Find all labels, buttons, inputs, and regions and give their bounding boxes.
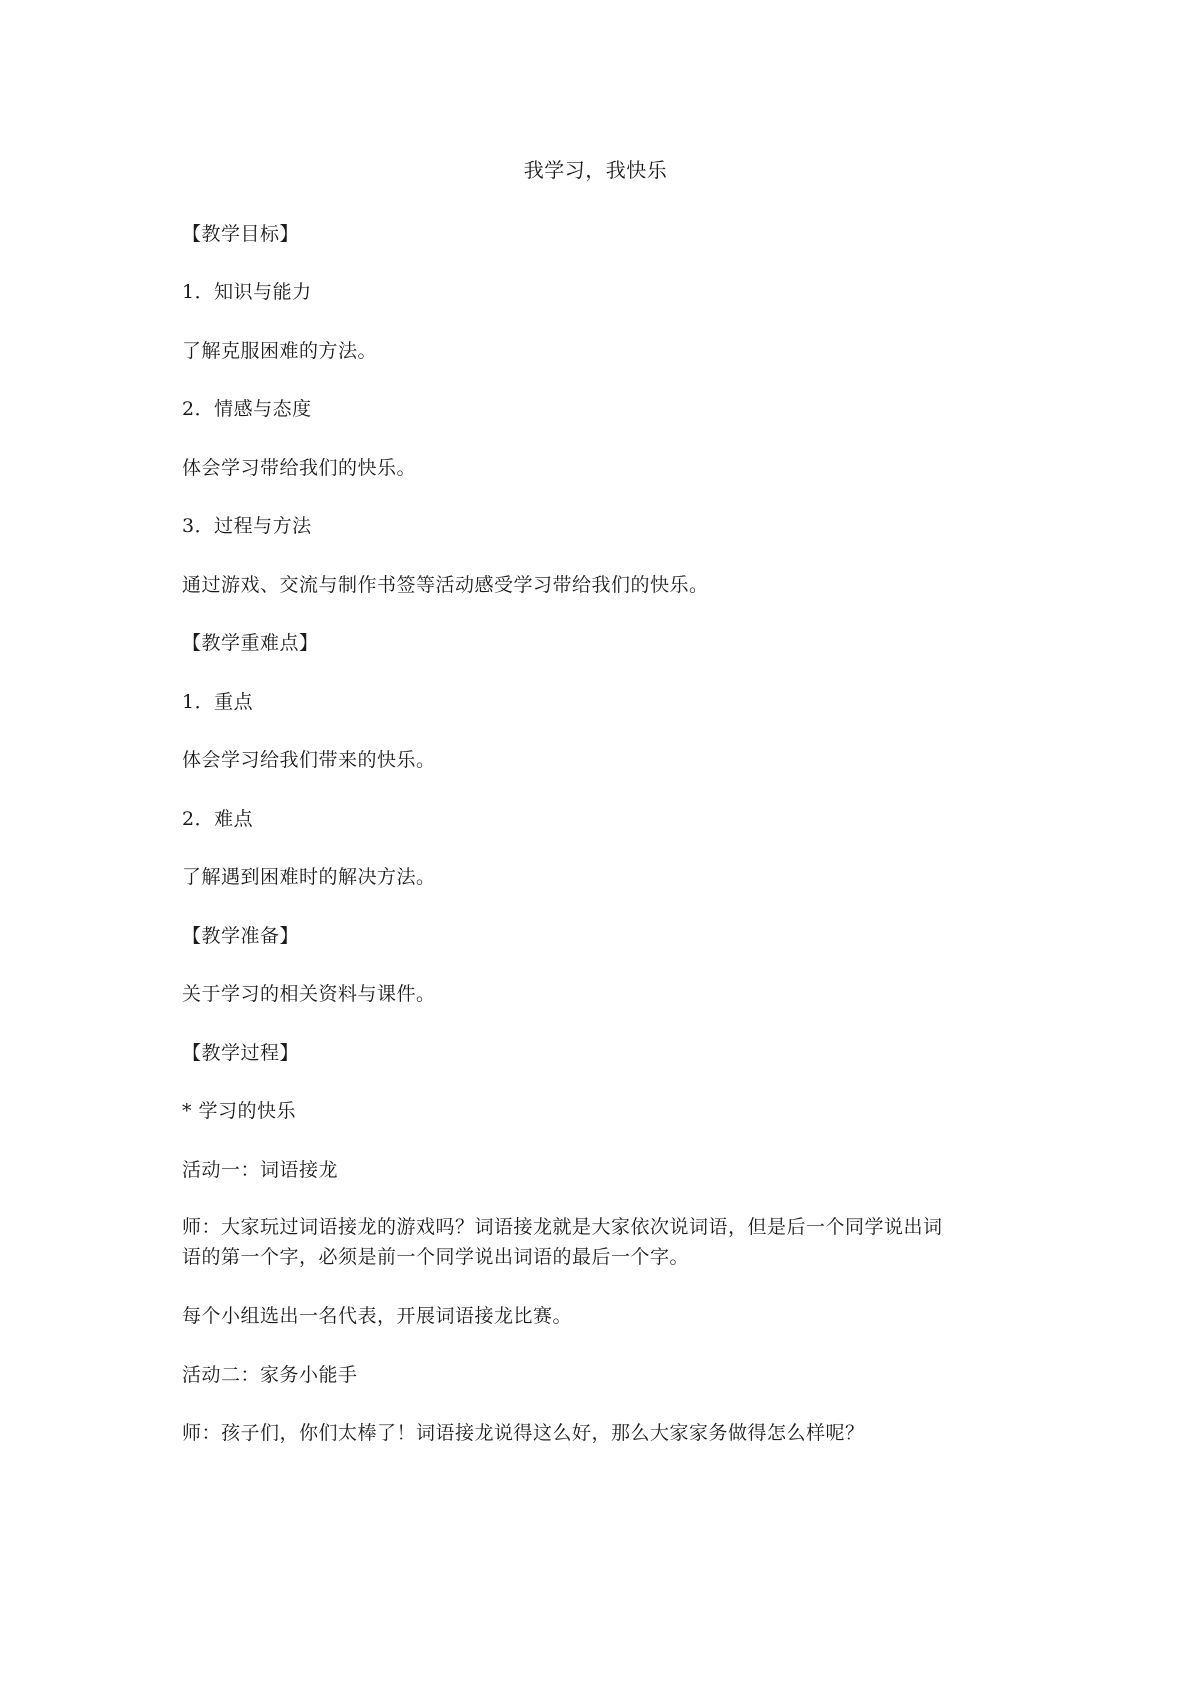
paragraph-line: 师：大家玩过词语接龙的游戏吗？词语接龙就是大家依次说词语，但是后一个同学说出词 [182, 1216, 943, 1238]
activity-heading-2: 活动二：家务小能手 [182, 1364, 358, 1386]
bullet-heading: * 学习的快乐 [182, 1100, 297, 1122]
text-line: 通过游戏、交流与制作书签等活动感受学习带给我们的快乐。 [182, 574, 709, 596]
section-heading-process: 【教学过程】 [182, 1042, 300, 1064]
subheading-process: 3．过程与方法 [182, 515, 312, 537]
text-line: 体会学习带给我们的快乐。 [182, 457, 417, 479]
paragraph-line: 语的第一个字，必须是前一个同学说出词语的最后一个字。 [182, 1246, 690, 1268]
text-line: 关于学习的相关资料与课件。 [182, 983, 436, 1005]
subheading-knowledge: 1．知识与能力 [182, 281, 312, 303]
text-line: 了解遇到困难时的解决方法。 [182, 866, 436, 888]
section-heading-objectives: 【教学目标】 [182, 223, 300, 245]
text-line: 每个小组选出一名代表，开展词语接龙比赛。 [182, 1305, 573, 1327]
text-line: 了解克服困难的方法。 [182, 340, 378, 362]
activity-heading-1: 活动一：词语接龙 [182, 1159, 339, 1181]
subheading-difficulty: 2．难点 [182, 808, 254, 830]
subheading-emotion: 2．情感与态度 [182, 398, 312, 420]
teacher-paragraph-2: 师：孩子们，你们太棒了！词语接龙说得这么好，那么大家家务做得怎么样呢？ [182, 1422, 865, 1444]
section-heading-preparation: 【教学准备】 [182, 925, 300, 947]
document-title: 我学习，我快乐 [523, 158, 668, 182]
subheading-key-point: 1．重点 [182, 691, 254, 713]
text-line: 体会学习给我们带来的快乐。 [182, 749, 436, 771]
teacher-paragraph-1 [182, 1212, 1022, 1272]
section-heading-key-points: 【教学重难点】 [182, 632, 319, 654]
